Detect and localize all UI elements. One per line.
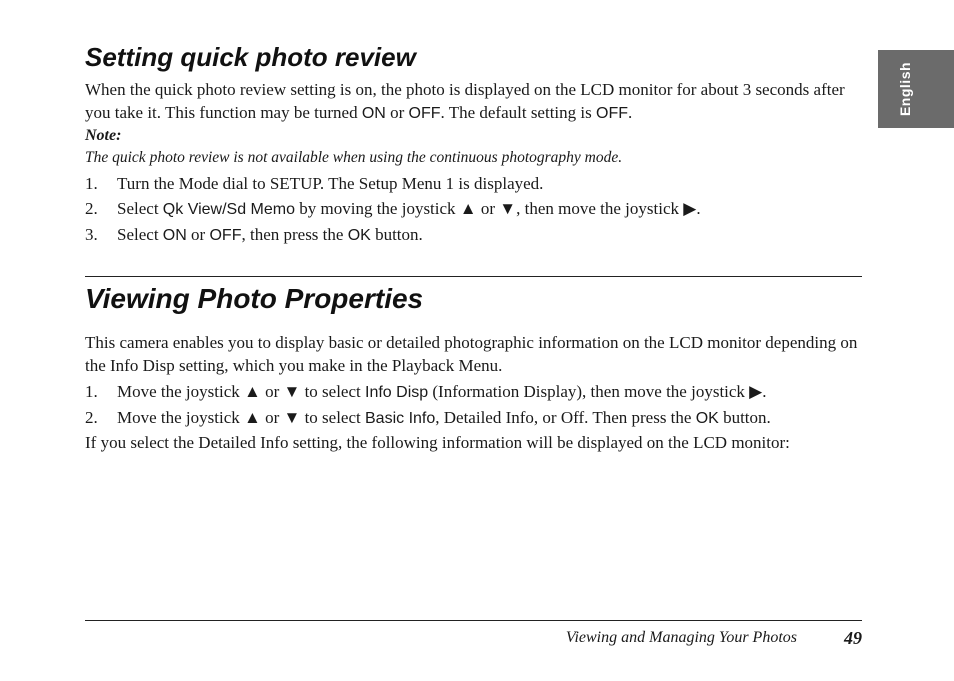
page-footer — [85, 626, 862, 650]
list-item: 3. Select ON or OFF, then press the OK button. — [85, 225, 423, 244]
page-number: 49 — [844, 628, 862, 648]
language-tab-label: English — [897, 61, 913, 117]
list-item: 2. Select Qk View/Sd Memo by moving the joystick ▲ or ▼, then move the joystick ▶. — [85, 199, 701, 218]
quick-review-intro: When the quick photo review setting is on, the photo is displayed on the LCD monitor for about 3 seconds after you take it. This function may be turned ON or OFF. The default setting is OFF. — [85, 80, 845, 122]
photo-properties-steps — [85, 379, 862, 431]
section-heading-quick-review: Setting quick photo review — [85, 42, 416, 72]
list-item: 1. Turn the Mode dial to SETUP. The Setup Menu 1 is displayed. — [85, 174, 544, 193]
note-title: Note: — [85, 127, 122, 144]
photo-properties-intro: This camera enables you to display basic or detailed photographic information on the LCD monitor depending on the Info Disp setting, which you make in the Playback Menu. — [85, 333, 858, 375]
language-tab — [878, 50, 954, 128]
list-item: 2. Move the joystick ▲ or ▼ to select Basic Info, Detailed Info, or Off. Then press the OK button. — [85, 408, 771, 427]
list-item: 1. Move the joystick ▲ or ▼ to select Info Disp (Information Display), then move the joystick ▶. — [85, 382, 767, 401]
section-heading-photo-properties: Viewing Photo Properties — [85, 283, 424, 314]
footer-chapter-title: Viewing and Managing Your Photos — [565, 629, 797, 646]
footer-divider — [85, 620, 862, 621]
photo-properties-outro: If you select the Detailed Info setting, the following information will be displayed on the LCD monitor: — [85, 433, 790, 452]
note-text: The quick photo review is not available when using the continuous photography mode. — [85, 149, 623, 166]
quick-review-steps — [85, 171, 862, 248]
section-divider — [85, 276, 862, 277]
page-content — [85, 40, 862, 454]
